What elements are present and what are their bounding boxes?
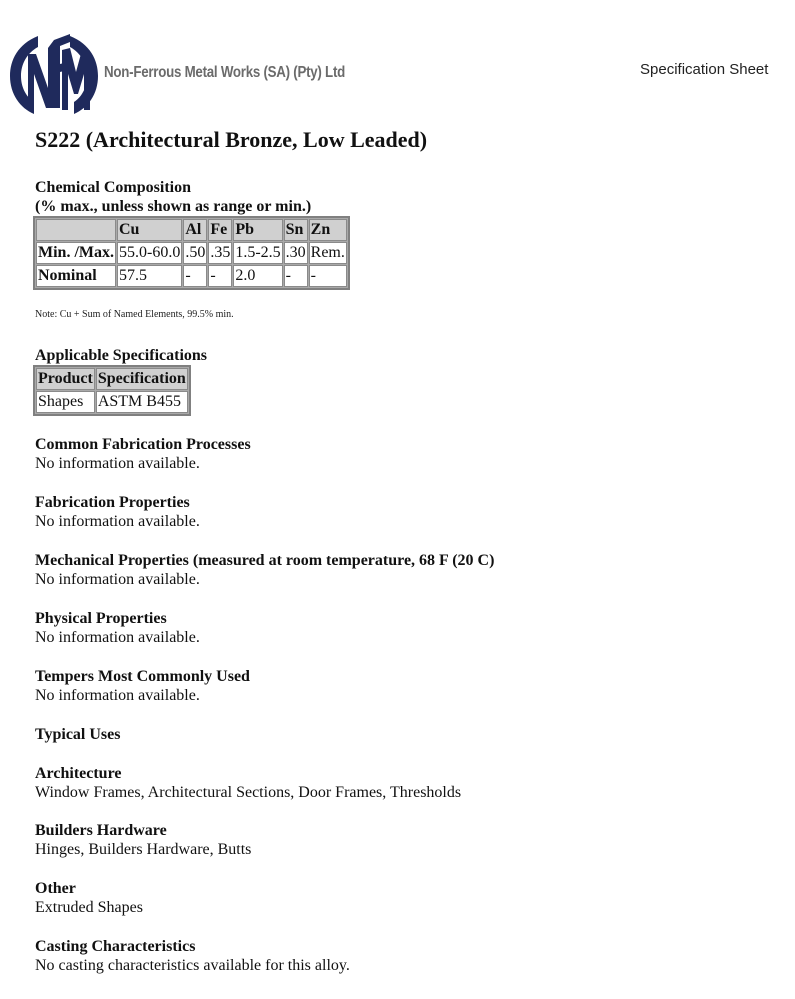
table-cell: .30	[284, 242, 308, 264]
section-heading: Architecture	[35, 765, 122, 782]
document-type-label: Specification Sheet	[640, 61, 769, 78]
row-label: Nominal	[36, 265, 116, 287]
column-header: Fe	[208, 219, 232, 241]
section-body: Extruded Shapes	[35, 899, 143, 916]
column-header: Cu	[117, 219, 182, 241]
company-name: Non-Ferrous Metal Works (SA) (Pty) Ltd	[104, 64, 346, 81]
section-architecture	[35, 764, 461, 802]
section-heading: Mechanical Properties (measured at room temperature, 68 F (20 C)	[35, 552, 495, 569]
table-cell: 57.5	[117, 265, 182, 287]
section-body: No casting characteristics available for this alloy.	[35, 957, 350, 974]
column-header: Zn	[309, 219, 347, 241]
specifications-table	[33, 365, 191, 416]
table-cell: Rem.	[309, 242, 347, 264]
column-header	[36, 219, 116, 241]
chemical-composition-section	[35, 178, 350, 290]
section-mechanical-properties	[35, 551, 494, 589]
section-body: No information available.	[35, 629, 200, 646]
column-header: Pb	[233, 219, 282, 241]
section-body: No information available.	[35, 687, 200, 704]
section-heading: Casting Characteristics	[35, 938, 196, 955]
table-cell: -	[309, 265, 347, 287]
table-cell: Shapes	[36, 391, 95, 413]
section-typical-uses	[35, 725, 120, 744]
section-heading: Tempers Most Commonly Used	[35, 668, 250, 685]
section-tempers	[35, 667, 250, 705]
table-cell: 1.5-2.5	[233, 242, 282, 264]
table-cell: 55.0-60.0	[117, 242, 182, 264]
table-cell: -	[208, 265, 232, 287]
table-cell: -	[284, 265, 308, 287]
nfm-logo-icon	[8, 28, 100, 118]
section-heading: Physical Properties	[35, 610, 167, 627]
table-cell: .50	[183, 242, 207, 264]
section-heading: Fabrication Properties	[35, 494, 190, 511]
table-row	[36, 265, 347, 287]
column-header: Specification	[96, 368, 188, 390]
table-row	[36, 242, 347, 264]
section-casting-characteristics	[35, 937, 350, 975]
composition-table	[33, 216, 350, 290]
section-builders-hardware	[35, 821, 251, 859]
column-header: Product	[36, 368, 95, 390]
section-physical-properties	[35, 609, 200, 647]
table-cell: -	[183, 265, 207, 287]
applicable-specifications-section	[35, 346, 207, 416]
section-heading: Other	[35, 880, 76, 897]
table-row	[36, 391, 188, 413]
page-title: S222 (Architectural Bronze, Low Leaded)	[35, 127, 428, 152]
section-heading: Applicable Specifications	[35, 347, 208, 364]
section-body: No information available.	[35, 571, 200, 588]
row-label: Min. /Max.	[36, 242, 116, 264]
section-heading: Builders Hardware	[35, 822, 167, 839]
section-body: Hinges, Builders Hardware, Butts	[35, 841, 252, 858]
section-body: Window Frames, Architectural Sections, Door Frames, Thresholds	[35, 784, 462, 801]
section-common-fabrication-processes	[35, 435, 251, 473]
composition-note: Note: Cu + Sum of Named Elements, 99.5% min.	[35, 309, 234, 320]
table-cell: .35	[208, 242, 232, 264]
section-body: No information available.	[35, 455, 200, 472]
column-header: Al	[183, 219, 207, 241]
section-fabrication-properties	[35, 493, 200, 531]
section-heading: Chemical Composition	[35, 179, 191, 196]
section-heading: Typical Uses	[35, 726, 121, 743]
table-header-row	[36, 219, 347, 241]
section-heading: Common Fabrication Processes	[35, 436, 251, 453]
table-cell: ASTM B455	[96, 391, 188, 413]
column-header: Sn	[284, 219, 308, 241]
table-header-row	[36, 368, 188, 390]
table-cell: 2.0	[233, 265, 282, 287]
section-body: No information available.	[35, 513, 200, 530]
section-subheading: (% max., unless shown as range or min.)	[35, 198, 312, 215]
section-other	[35, 879, 143, 917]
